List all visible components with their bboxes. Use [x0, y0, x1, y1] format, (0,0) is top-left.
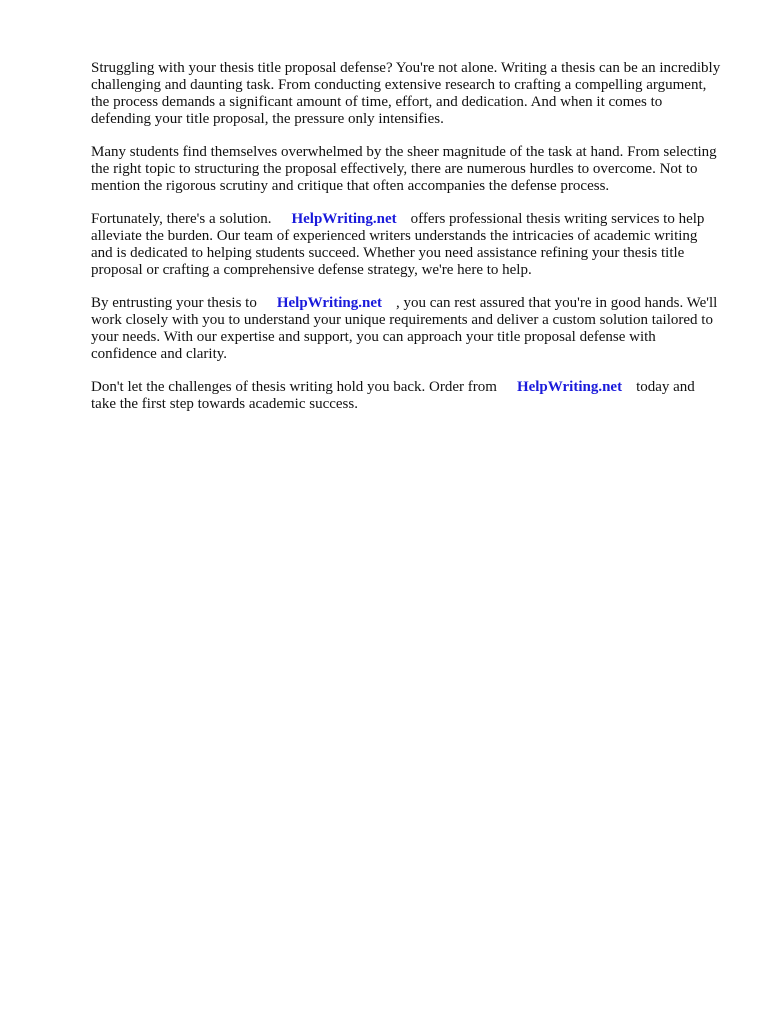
paragraph-cta-after: today and take the first step towards academic success. [91, 379, 695, 412]
paragraph-cta-before: Don't let the challenges of thesis writing hold you back. Order from [91, 379, 497, 395]
helpwriting-link-3[interactable]: HelpWriting.net [516, 379, 623, 395]
paragraph-solution-after: offers professional thesis writing services to help alleviate the burden. Our team of experienced writers understands the intricacies of academic writing and is dedicated to helping students succeed. Whether you need assistance refining your thesis title proposal or crafting a comprehensive defense strategy, we're here to help. [91, 211, 705, 278]
document-page [91, 60, 721, 429]
paragraph-entrust-before: By entrusting your thesis to [91, 295, 257, 311]
paragraph-solution-before: Fortunately, there's a solution. [91, 211, 272, 227]
helpwriting-link-2[interactable]: HelpWriting.net [276, 295, 382, 311]
paragraph-intro: Struggling with your thesis title proposal defense? You're not alone. Writing a thesis can be an incredibly challenging and daunting task. From conducting extensive research to crafting a compelling argument, the process demands a significant amount of time, effort, and dedication. And when it comes to defending your title proposal, the pressure only intensifies. [91, 60, 721, 127]
paragraph-entrust-after: , you can rest assured that you're in good hands. We'll work closely with you to understand your unique requirements and deliver a custom solution tailored to your needs. With our expertise and support, you can approach your title proposal defense with confidence and clarity. [91, 295, 718, 362]
paragraph-entrust [91, 295, 721, 363]
paragraph-challenges: Many students find themselves overwhelmed by the sheer magnitude of the task at hand. From selecting the right topic to structuring the proposal effectively, there are numerous hurdles to overcome. Not to mention the rigorous scrutiny and critique that often accompanies the defense process. [91, 144, 717, 194]
helpwriting-link-1[interactable]: HelpWriting.net [291, 211, 397, 227]
paragraph-call-to-action [91, 379, 721, 413]
paragraph-solution [91, 211, 721, 279]
